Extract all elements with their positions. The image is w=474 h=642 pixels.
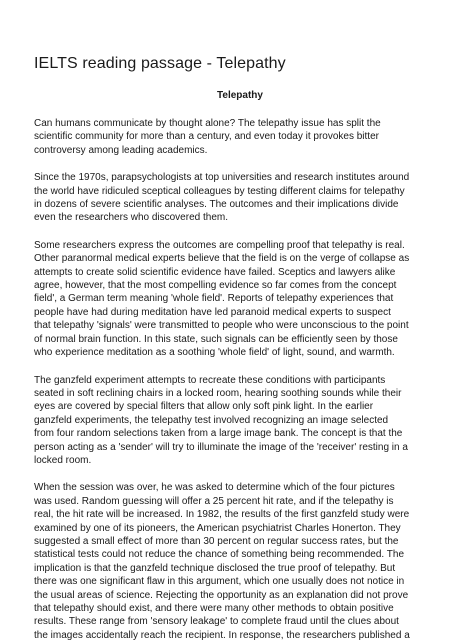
paragraph-line: ganzfeld experiments, the telepathy test involved recognizing an image selected [34, 414, 389, 426]
paragraph-line: from four random selections taken from a large image bank. The concept is that the [34, 428, 403, 440]
paragraph-line: that telepathy 'signals' were transmitted to people who were unconscious to the point [34, 320, 409, 332]
paragraph-line: the usual areas of science. Rejecting the opportunity as an explanation did not prove [34, 589, 409, 601]
paragraph-line: agree, however, that the most compelling evidence so far comes from the concept [34, 280, 397, 292]
paragraph-line: When the session was over, he was asked to determine which of the four pictures [34, 482, 395, 494]
paragraph-line: the images accidentally reach the recipient. In response, the researchers published a [34, 629, 410, 641]
paragraph-line: person acting as a 'sender' will try to illuminate the image of the 'receiver' resting in a [34, 441, 408, 453]
passage-heading: Telepathy [217, 90, 263, 101]
paragraph-line: eyes are covered by special filters that allow only soft pink light. In the earlier [34, 401, 374, 413]
paragraph-line: scientific community for more than a century, and even today it provokes bitter [34, 131, 379, 143]
paragraph-line: statistical tests could not reduce the chance of something being recommended. The [34, 549, 405, 561]
paragraph-line: real, the hit rate will be increased. In 1982, the results of the first ganzfeld study were [34, 509, 410, 521]
paragraph [34, 171, 446, 225]
paragraph-line: suggested a small effect of more than 30 percent on regular success rates, but the [34, 535, 399, 547]
paragraph-line: Some researchers express the outcomes are compelling proof that telepathy is real. [34, 239, 405, 251]
paragraph-line: the world have ridiculed sceptical colleagues by testing different claims for telepathy [34, 185, 405, 197]
paragraph-line: who experience meditation as a soothing 'whole field' of light, sound, and warmth. [34, 347, 395, 359]
paragraph-line: results. These range from 'sensory leakage' to complete fraud until the clues about [34, 616, 399, 628]
paragraph-line: was used. Random guessing will offer a 25 percent hit rate, and if the telepathy is [34, 495, 394, 507]
passage-body [34, 117, 446, 642]
paragraph-line: even the researchers who discovered them. [34, 212, 228, 224]
paragraph-line: of normal brain function. In this state, such signals can be efficiently seen by those [34, 333, 398, 345]
paragraph-line: people have had during meditation have led paranoid medical experts to suspect [34, 306, 391, 318]
paragraph [34, 239, 446, 360]
paragraph-line: implication is that the ganzfeld technique disclosed the true proof of telepathy. But [34, 562, 396, 574]
document-title: IELTS reading passage - Telepathy [34, 55, 286, 72]
paragraph-line: examined by one of its pioneers, the American psychiatrist Charles Honerton. They [34, 522, 401, 534]
paragraph-line: controversy among leading academics. [34, 144, 208, 156]
paragraph-line: there was one significant flaw in this argument, which one usually does not notice in [34, 576, 405, 588]
paragraph [34, 481, 446, 642]
paragraph-line: locked room. [34, 454, 92, 466]
paragraph-line: Since the 1970s, parapsychologists at top universities and research institutes around [34, 172, 410, 184]
paragraph-line: that telepathy should exist, and there were many other methods to obtain positive [34, 603, 394, 614]
paragraph-line: attempts to create solid scientific evidence have failed. Sceptics and lawyers alike [34, 266, 396, 278]
paragraph-line: Can humans communicate by thought alone? The telepathy issue has split the [34, 118, 381, 129]
paragraph-line: seated in soft reclining chairs in a locked room, hearing soothing sounds while their [34, 387, 402, 399]
paragraph-line: field', a German term meaning 'whole field'. Reports of telepathy experiences that [34, 293, 394, 305]
paragraph [34, 374, 446, 468]
paragraph-line: The ganzfeld experiment attempts to recreate these conditions with participants [34, 374, 386, 386]
paragraph-line: Other paranormal medical experts believe that the field is on the verge of collapse as [34, 253, 410, 265]
paragraph-line: in dozens of severe scientific analyses. The outcomes and their implications divide [34, 199, 399, 211]
paragraph [34, 117, 446, 157]
